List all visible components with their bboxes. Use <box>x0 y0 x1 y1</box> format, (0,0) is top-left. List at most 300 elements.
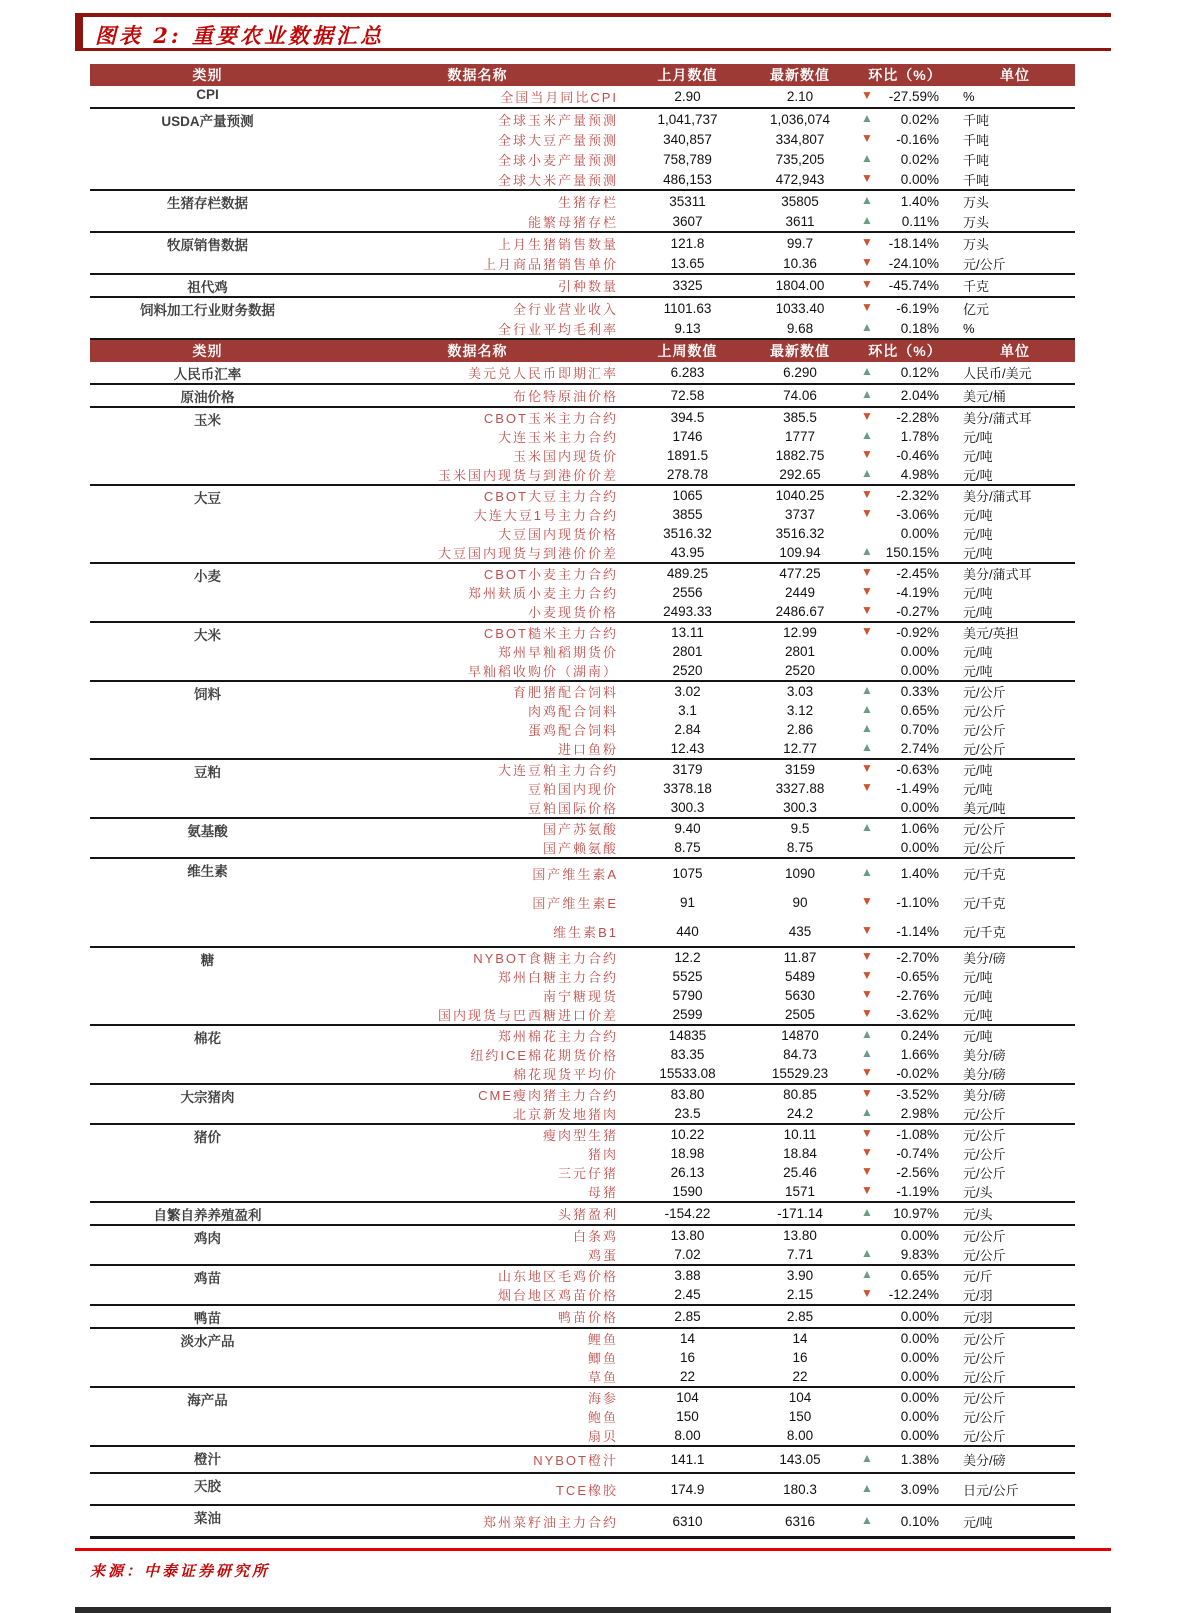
data-name-cell: 全球玉米产量预测 <box>497 112 618 128</box>
up-arrow-icon: ▲ <box>861 212 873 227</box>
pct-change-cell <box>855 701 955 720</box>
unit-cell: 日元/公斤 <box>963 1482 1019 1498</box>
column-header: 数据名称 <box>325 339 630 362</box>
prev-value-cell: 3607 <box>672 213 703 229</box>
category-cell: 鸡苗 <box>194 1271 221 1286</box>
category-cell: 维生素 <box>187 864 228 879</box>
pct-change-cell <box>855 583 955 602</box>
table-row <box>90 858 1075 888</box>
pct-change-cell <box>855 917 955 947</box>
pct-change-value: -2.56% <box>896 1165 939 1180</box>
pct-change-value: -2.28% <box>896 410 939 425</box>
table-row <box>90 485 1075 505</box>
table-row <box>90 1446 1075 1473</box>
latest-value-cell: 300.3 <box>783 800 817 815</box>
data-name-cell: 鲍鱼 <box>587 1410 618 1425</box>
pct-change-value: -4.19% <box>896 585 939 600</box>
data-name-cell: NYBOT橙汁 <box>533 1453 618 1468</box>
data-name-cell: 豆粕国内现价 <box>527 782 618 797</box>
pct-change-value: 0.24% <box>900 1028 939 1043</box>
up-arrow-icon: ▲ <box>861 1027 873 1041</box>
unit-cell: 元/吨 <box>963 763 993 778</box>
pct-change-cell <box>855 1285 955 1305</box>
unit-cell: 千吨 <box>963 132 990 148</box>
latest-value-cell: 2.15 <box>786 1287 814 1302</box>
pct-change-cell <box>855 274 955 297</box>
table-header-row <box>90 339 1075 362</box>
pct-change-cell <box>855 1387 955 1407</box>
pct-change-cell <box>855 1505 955 1538</box>
category-cell: CPI <box>196 87 219 102</box>
table-row <box>90 759 1075 779</box>
prev-value-cell: 43.95 <box>670 545 705 560</box>
latest-value-cell: 2449 <box>784 585 816 600</box>
category-group <box>90 362 1075 384</box>
down-arrow-icon: ▼ <box>861 254 873 269</box>
unit-cell: 元/公斤 <box>963 1410 1006 1425</box>
latest-value-cell: 472,943 <box>775 171 825 187</box>
data-name-cell: 进口鱼粉 <box>557 742 618 757</box>
unit-cell: 元/公斤 <box>963 1166 1006 1181</box>
latest-value-cell: 14 <box>792 1331 808 1346</box>
data-name-cell: 育肥猪配合饲料 <box>512 685 618 700</box>
pct-change-cell <box>855 505 955 524</box>
category-group <box>90 86 1075 108</box>
latest-value-cell: 3737 <box>784 507 816 522</box>
category-cell: 大米 <box>194 628 221 643</box>
latest-value-cell: 22 <box>792 1369 808 1384</box>
table-row <box>90 563 1075 583</box>
category-group <box>90 1473 1075 1505</box>
pct-change-cell <box>855 1182 955 1202</box>
prev-value-cell: 22 <box>679 1369 696 1384</box>
source-text: 来源：中泰证券研究所 <box>90 1562 271 1580</box>
prev-value-cell: 278.78 <box>666 467 709 482</box>
prev-value-cell: 13.11 <box>671 625 704 640</box>
pct-change-value: -18.14% <box>888 235 939 251</box>
category-cell: 鸡肉 <box>194 1231 221 1246</box>
table-header <box>90 64 1075 86</box>
pct-change-cell <box>855 297 955 318</box>
latest-value-cell: 109.94 <box>779 545 821 560</box>
pct-change-value: 0.00% <box>900 1409 939 1424</box>
column-header: 最新数值 <box>745 339 855 362</box>
pct-change-value: -45.74% <box>888 278 939 293</box>
data-name-cell: 烟台地区鸡苗价格 <box>497 1288 618 1303</box>
down-arrow-icon: ▼ <box>861 447 873 461</box>
data-name-cell: 玉米国内现货与到港价价差 <box>437 468 618 483</box>
pct-change-value: 4.98% <box>900 467 939 482</box>
data-name-cell: 南宁糖现货 <box>542 989 618 1004</box>
up-arrow-icon: ▲ <box>861 1480 873 1495</box>
pct-change-cell <box>855 1305 955 1328</box>
category-cell: 牧原销售数据 <box>167 238 248 253</box>
prev-value-cell: 2520 <box>672 663 703 678</box>
category-group <box>90 563 1075 622</box>
down-arrow-icon: ▼ <box>861 761 873 775</box>
prev-value-cell: 9.13 <box>674 320 701 336</box>
pct-change-value: -1.19% <box>896 1184 939 1199</box>
category-group <box>90 622 1075 681</box>
prev-value-cell: 83.80 <box>670 1087 705 1102</box>
data-name-cell: 郑州白糖主力合约 <box>497 970 618 985</box>
prev-value-cell: 3179 <box>672 762 703 777</box>
data-name-cell: 能繁母猪存栏 <box>527 214 618 230</box>
latest-value-cell: 35805 <box>781 193 819 209</box>
unit-cell: 美元/英担 <box>963 626 1019 641</box>
prev-value-cell: 150 <box>676 1409 699 1424</box>
pct-change-value: 0.00% <box>900 644 939 659</box>
pct-change-value: 0.00% <box>900 1309 939 1324</box>
up-arrow-icon: ▲ <box>861 702 873 716</box>
pct-change-value: -0.16% <box>896 131 939 147</box>
pct-change-cell <box>855 232 955 253</box>
prev-value-cell: 1746 <box>672 429 703 444</box>
unit-cell: 美元/桶 <box>963 389 1006 404</box>
latest-value-cell: 12.99 <box>783 625 817 640</box>
prev-value-cell: 14835 <box>668 1028 707 1043</box>
up-arrow-icon: ▲ <box>861 428 873 442</box>
category-cell: 棉花 <box>194 1031 221 1046</box>
data-name-cell: 国产赖氨酸 <box>542 841 618 856</box>
prev-value-cell: 1075 <box>672 866 703 881</box>
pct-change-value: -2.76% <box>896 988 939 1003</box>
latest-value-cell: 10.36 <box>783 255 817 271</box>
data-name-cell: 全球大豆产量预测 <box>497 132 618 148</box>
down-arrow-icon: ▼ <box>861 1126 873 1140</box>
unit-cell: 元/千克 <box>963 867 1006 882</box>
table-row <box>90 384 1075 407</box>
category-group <box>90 1328 1075 1387</box>
table-row <box>90 362 1075 384</box>
latest-value-cell: 1804.00 <box>775 278 825 293</box>
data-name-cell: 全行业营业收入 <box>512 301 618 317</box>
pct-change-cell <box>855 190 955 211</box>
down-arrow-icon: ▼ <box>861 130 873 145</box>
column-header: 数据名称 <box>325 64 630 86</box>
category-cell: 海产品 <box>187 1393 228 1408</box>
category-group <box>90 818 1075 858</box>
category-cell: 菜油 <box>194 1511 221 1526</box>
latest-value-cell: 1571 <box>784 1184 816 1199</box>
column-header: 上周数值 <box>630 339 745 362</box>
category-group <box>90 1446 1075 1473</box>
down-arrow-icon: ▼ <box>861 968 873 982</box>
prev-value-cell: 1590 <box>672 1184 703 1199</box>
pct-change-value: 0.00% <box>900 526 939 541</box>
pct-change-cell <box>855 1348 955 1367</box>
unit-cell: 美分/蒲式耳 <box>963 567 1032 582</box>
down-arrow-icon: ▼ <box>861 780 873 794</box>
latest-value-cell: 1,036,074 <box>769 111 831 127</box>
unit-cell: 美分/蒲式耳 <box>963 489 1032 504</box>
data-name-cell: 国产维生素E <box>532 896 618 911</box>
category-group <box>90 1124 1075 1202</box>
category-cell: 天胶 <box>194 1479 221 1494</box>
prev-value-cell: 394.5 <box>670 410 705 425</box>
table-row <box>90 1202 1075 1225</box>
up-arrow-icon: ▲ <box>861 865 873 879</box>
up-arrow-icon: ▲ <box>861 364 873 378</box>
data-name-cell: 生猪存栏 <box>557 194 618 210</box>
latest-value-cell: 12.77 <box>783 741 817 756</box>
prev-value-cell: 16 <box>679 1350 696 1365</box>
data-name-cell: 鲫鱼 <box>587 1351 618 1366</box>
pct-change-value: 0.65% <box>900 1268 939 1283</box>
table-row <box>90 681 1075 701</box>
unit-cell: 万头 <box>963 214 990 230</box>
table-row <box>90 407 1075 427</box>
up-arrow-icon: ▲ <box>861 683 873 697</box>
pct-change-value: 0.70% <box>900 722 939 737</box>
table-row <box>90 1328 1075 1348</box>
unit-cell: 美分/蒲式耳 <box>963 411 1032 426</box>
prev-value-cell: 3325 <box>672 278 703 293</box>
unit-cell: 元/公斤 <box>963 1229 1006 1244</box>
category-cell: 饲料加工行业财务数据 <box>140 303 275 318</box>
pct-change-value: 0.02% <box>900 151 939 167</box>
prev-value-cell: 35311 <box>669 193 706 209</box>
table-row <box>90 947 1075 967</box>
latest-value-cell: 1033.40 <box>775 300 825 316</box>
data-name-cell: 猪肉 <box>587 1147 618 1162</box>
up-arrow-icon: ▲ <box>861 387 873 401</box>
data-name-cell: CBOT小麦主力合约 <box>483 567 618 582</box>
column-header: 单位 <box>955 64 1075 86</box>
pct-change-cell <box>855 149 955 169</box>
latest-value-cell: 2505 <box>784 1007 816 1022</box>
up-arrow-icon: ▲ <box>861 544 873 558</box>
down-arrow-icon: ▼ <box>861 624 873 638</box>
prev-value-cell: 12.2 <box>674 950 701 965</box>
up-arrow-icon: ▲ <box>861 1512 873 1527</box>
data-name-cell: 大豆国内现货价格 <box>497 527 618 542</box>
latest-value-cell: 13.80 <box>783 1228 817 1243</box>
down-arrow-icon: ▼ <box>861 923 873 937</box>
category-group <box>90 1387 1075 1446</box>
category-cell: 生猪存栏数据 <box>167 196 248 211</box>
category-group <box>90 384 1075 407</box>
pct-change-cell <box>855 362 955 384</box>
unit-cell: 美分/磅 <box>963 1088 1006 1103</box>
pct-change-value: -1.49% <box>896 781 939 796</box>
pct-change-cell <box>855 1265 955 1285</box>
category-group <box>90 407 1075 485</box>
unit-cell: 元/公斤 <box>963 704 1006 719</box>
category-cell: 玉米 <box>194 413 221 428</box>
unit-cell: 千吨 <box>963 152 990 168</box>
latest-value-cell: 5489 <box>784 969 816 984</box>
data-name-cell: 海参 <box>587 1391 618 1406</box>
table-row <box>90 297 1075 318</box>
latest-value-cell: 5630 <box>784 988 816 1003</box>
category-group <box>90 190 1075 232</box>
title-row <box>75 17 1191 48</box>
pct-change-cell <box>855 1005 955 1025</box>
pct-change-value: -1.10% <box>896 895 939 910</box>
down-arrow-icon: ▼ <box>861 1286 873 1300</box>
prev-value-cell: -154.22 <box>664 1206 711 1221</box>
unit-cell: 元/公斤 <box>963 1107 1006 1122</box>
up-arrow-icon: ▲ <box>861 110 873 125</box>
up-arrow-icon: ▲ <box>861 820 873 834</box>
category-group <box>90 1084 1075 1124</box>
table-row <box>90 1084 1075 1104</box>
unit-cell: 美分/磅 <box>963 1048 1006 1063</box>
pct-change-cell <box>855 86 955 108</box>
pct-change-cell <box>855 1367 955 1387</box>
unit-cell: 元/公斤 <box>963 1248 1006 1263</box>
data-name-cell: 大连大豆1号主力合约 <box>473 508 618 523</box>
unit-cell: 元/吨 <box>963 1514 993 1530</box>
data-name-cell: 鸭苗价格 <box>557 1310 618 1325</box>
latest-value-cell: 3.03 <box>786 684 814 699</box>
pct-change-value: 0.00% <box>900 1350 939 1365</box>
latest-value-cell: 84.73 <box>783 1047 817 1062</box>
data-name-cell: 上月生猪销售数量 <box>497 236 618 252</box>
latest-value-cell: 11.87 <box>783 950 817 965</box>
pct-change-cell <box>855 446 955 465</box>
column-header: 类别 <box>90 64 325 86</box>
data-name-cell: 北京新发地猪肉 <box>512 1107 618 1122</box>
latest-value-cell: 10.11 <box>783 1127 817 1142</box>
table-row <box>90 1025 1075 1045</box>
category-group <box>90 232 1075 274</box>
category-cell: 糖 <box>200 953 215 968</box>
up-arrow-icon: ▲ <box>861 1246 873 1260</box>
latest-value-cell: 6.290 <box>783 365 817 380</box>
data-name-cell: 引种数量 <box>557 279 618 294</box>
latest-value-cell: 1090 <box>784 866 816 881</box>
latest-value-cell: 9.5 <box>790 821 810 836</box>
latest-value-cell: 6316 <box>784 1513 816 1529</box>
latest-value-cell: 8.75 <box>786 840 814 855</box>
pct-change-cell <box>855 838 955 858</box>
pct-change-cell <box>855 818 955 838</box>
latest-value-cell: 385.5 <box>783 410 817 425</box>
unit-cell: 元/吨 <box>963 664 993 679</box>
data-name-cell: 扇贝 <box>587 1429 618 1444</box>
data-name-cell: 郑州棉花主力合约 <box>497 1029 618 1044</box>
pct-change-cell <box>855 1225 955 1245</box>
unit-cell: 元/吨 <box>963 970 993 985</box>
data-name-cell: 郑州麸质小麦主力合约 <box>467 586 618 601</box>
unit-cell: 元/公斤 <box>963 822 1006 837</box>
prev-value-cell: 3.1 <box>678 703 697 718</box>
latest-value-cell: 143.05 <box>779 1452 821 1467</box>
table-row <box>90 622 1075 642</box>
category-group <box>90 759 1075 818</box>
unit-cell: 元/吨 <box>963 468 993 483</box>
latest-value-cell: 99.7 <box>786 235 814 251</box>
data-name-cell: 白条鸡 <box>572 1229 618 1244</box>
unit-cell: % <box>963 320 975 336</box>
pct-change-value: -1.08% <box>896 1127 939 1142</box>
data-name-cell: 全行业平均毛利率 <box>497 321 618 337</box>
latest-value-cell: 2.10 <box>786 89 814 104</box>
unit-cell: 元/公斤 <box>963 1429 1006 1444</box>
data-name-cell: CBOT糙米主力合约 <box>483 626 618 641</box>
latest-value-cell: 3327.88 <box>775 781 825 796</box>
prev-value-cell: 3855 <box>672 507 703 522</box>
pct-change-cell <box>855 888 955 917</box>
pct-change-cell <box>855 1104 955 1124</box>
unit-cell: 元/千克 <box>963 925 1006 940</box>
data-name-cell: 大连玉米主力合约 <box>497 430 618 445</box>
table-row <box>90 232 1075 253</box>
pct-change-cell <box>855 108 955 129</box>
unit-cell: 元/头 <box>963 1207 993 1222</box>
unit-cell: 元/头 <box>963 1185 993 1200</box>
pct-change-value: -12.24% <box>888 1287 939 1302</box>
data-name-cell: 棉花现货平均价 <box>512 1067 618 1082</box>
pct-change-value: 10.97% <box>893 1206 939 1221</box>
pct-change-cell <box>855 1025 955 1045</box>
category-cell: 小麦 <box>194 569 221 584</box>
pct-change-cell <box>855 1202 955 1225</box>
column-header: 单位 <box>955 339 1075 362</box>
data-name-cell: 草鱼 <box>587 1370 618 1385</box>
pct-change-cell <box>855 642 955 661</box>
pct-change-cell <box>855 947 955 967</box>
prev-value-cell: 2493.33 <box>663 604 712 619</box>
table-row <box>90 1265 1075 1285</box>
column-header: 类别 <box>90 339 325 362</box>
data-name-cell: 上月商品猪销售单价 <box>482 256 618 272</box>
pct-change-cell <box>855 739 955 759</box>
prev-value-cell: 83.35 <box>670 1047 705 1062</box>
unit-cell: 元/吨 <box>963 586 993 601</box>
category-cell: 氨基酸 <box>187 824 228 839</box>
prev-value-cell: 340,857 <box>663 131 712 147</box>
category-group <box>90 297 1075 339</box>
prev-value-cell: 18.98 <box>670 1146 705 1161</box>
latest-value-cell: 2520 <box>784 663 816 678</box>
pct-change-cell <box>855 967 955 986</box>
up-arrow-icon: ▲ <box>861 192 873 207</box>
unit-cell: 元/吨 <box>963 508 993 523</box>
latest-value-cell: 334,807 <box>775 131 825 147</box>
unit-cell: 千吨 <box>963 172 990 188</box>
pct-change-value: 1.38% <box>900 1452 939 1467</box>
pct-change-cell <box>855 524 955 543</box>
unit-cell: 元/公斤 <box>963 1370 1006 1385</box>
title-accent-bar <box>75 17 83 48</box>
latest-value-cell: -171.14 <box>777 1206 823 1221</box>
unit-cell: 万头 <box>963 194 990 210</box>
column-header: 上月数值 <box>630 64 745 86</box>
category-group <box>90 1202 1075 1225</box>
data-name-cell: 全球大米产量预测 <box>497 172 618 188</box>
pct-change-cell <box>855 1124 955 1144</box>
pct-change-value: -0.63% <box>896 762 939 777</box>
bottom-rule <box>75 1607 1111 1613</box>
pct-change-cell <box>855 318 955 339</box>
pct-change-cell <box>855 427 955 446</box>
prev-value-cell: 2556 <box>672 585 703 600</box>
unit-cell: 元/公斤 <box>963 1351 1006 1366</box>
prev-value-cell: 1065 <box>672 488 703 503</box>
pct-change-value: -27.59% <box>888 89 939 104</box>
pct-change-value: 1.06% <box>900 821 939 836</box>
pct-change-value: 9.83% <box>900 1247 939 1262</box>
down-arrow-icon: ▼ <box>861 987 873 1001</box>
category-cell: 大豆 <box>194 491 221 506</box>
prev-value-cell: 10.22 <box>670 1127 705 1142</box>
page-title: 图表 2: 重要农业数据汇总 <box>95 23 384 48</box>
unit-cell: 元/吨 <box>963 1029 993 1044</box>
unit-cell: 元/公斤 <box>963 1391 1006 1406</box>
